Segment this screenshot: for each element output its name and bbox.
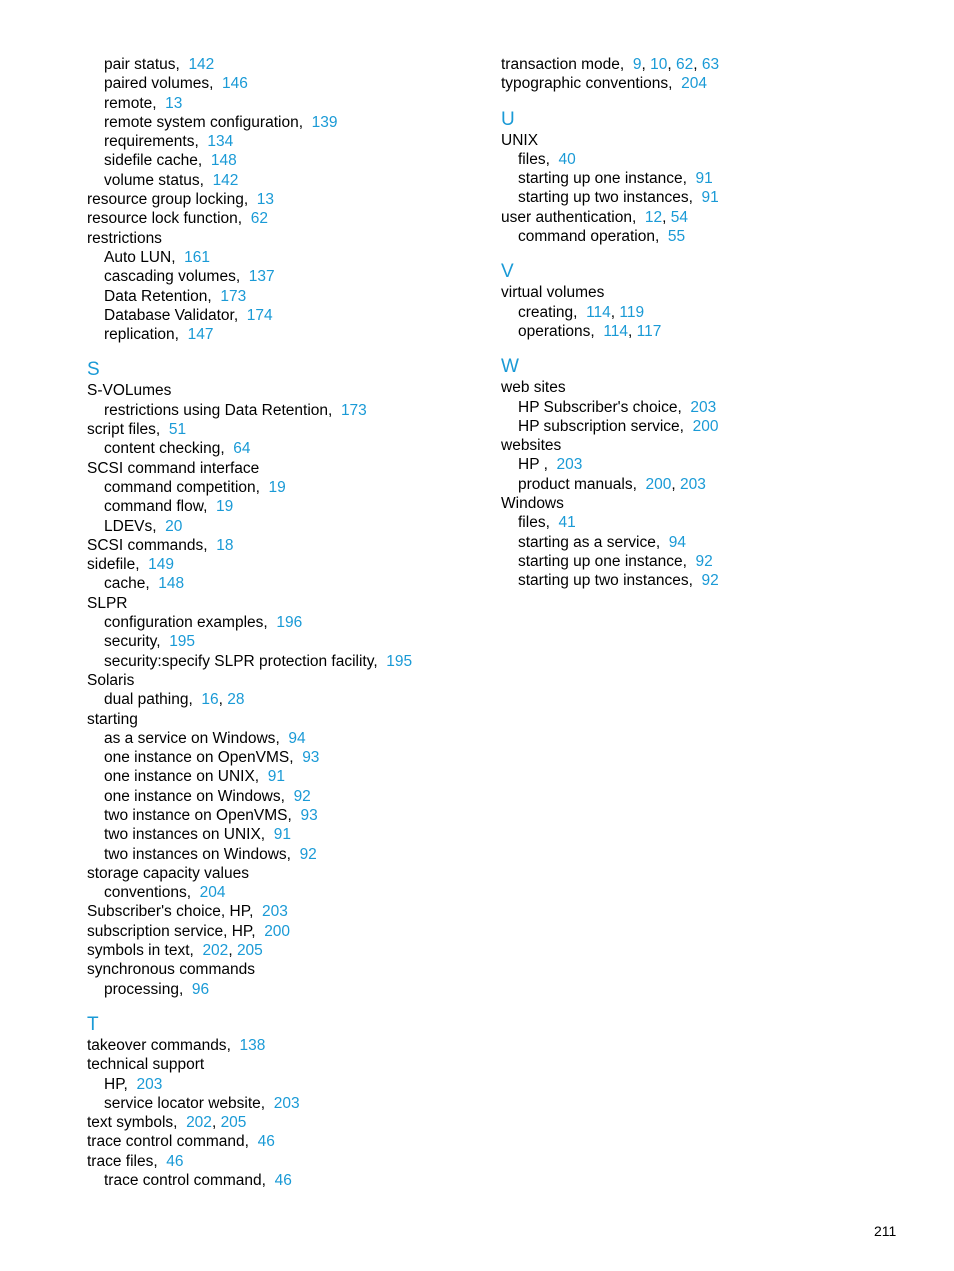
page-link[interactable]: 139: [311, 113, 338, 131]
page-link[interactable]: 148: [210, 152, 237, 170]
index-term: remote: [104, 94, 153, 112]
index-term: starting up two instances: [518, 189, 689, 207]
index-column-left: [87, 55, 477, 1190]
index-subentry: command flow, 19: [104, 498, 234, 516]
index-subentry: starting up one instance, 91: [518, 170, 713, 188]
page-link[interactable]: 203: [690, 398, 717, 416]
index-subentry: starting up two instances, 91: [518, 189, 719, 207]
index-subentry: dual pathing, 16, 28: [104, 691, 245, 709]
index-term: dual pathing: [104, 691, 189, 709]
index-subentry: HP Subscriber's choice, 203: [518, 398, 717, 416]
index-subentry: restrictions using Data Retention, 173: [104, 401, 367, 419]
page-link[interactable]: 93: [300, 806, 318, 824]
index-subentry: security, 195: [104, 633, 196, 651]
index-term: LDEVs: [104, 517, 153, 535]
index-term: restrictions using Data Retention: [104, 401, 329, 419]
index-term: HP: [518, 456, 544, 474]
index-term: UNIX: [501, 131, 539, 149]
index-term: Database Validator: [104, 306, 234, 324]
index-subentry: two instances on Windows, 92: [104, 845, 317, 863]
index-subentry: Database Validator, 174: [104, 306, 273, 324]
index-subentry: replication, 147: [104, 326, 214, 344]
page-link[interactable]: 13: [256, 191, 274, 209]
page-link[interactable]: 96: [191, 980, 210, 998]
index-entry: [501, 436, 921, 455]
index-term: text symbols: [87, 1114, 174, 1132]
page-link[interactable]: 13: [165, 94, 183, 112]
page-link[interactable]: 203: [273, 1094, 300, 1112]
index-term: HP: [104, 1075, 124, 1093]
index-term: starting: [87, 710, 138, 728]
index-entry: Subscriber's choice, HP, 203: [87, 903, 288, 921]
page-link[interactable]: 173: [220, 287, 247, 305]
page-link[interactable]: 204: [199, 884, 226, 902]
index-term: SCSI command interface: [87, 459, 260, 477]
page-link[interactable]: 202: [202, 942, 229, 960]
page-link[interactable]: 92: [293, 787, 311, 805]
index-term: requirements: [104, 133, 195, 151]
page-link[interactable]: 28: [227, 691, 245, 709]
index-term: typographic conventions: [501, 75, 669, 93]
index-subentry: creating, 114, 119: [518, 303, 645, 321]
index-term: two instances on UNIX: [104, 826, 261, 844]
page-link[interactable]: 20: [165, 517, 183, 535]
page-link[interactable]: 94: [288, 729, 306, 747]
index-term: S-VOLumes: [87, 382, 172, 400]
index-entry: typographic conventions, 204: [501, 75, 707, 93]
index-entry: subscription service, HP, 200: [87, 922, 291, 940]
page-link[interactable]: 203: [136, 1075, 163, 1093]
page-link[interactable]: 91: [267, 768, 285, 786]
index-term: trace control command: [104, 1172, 262, 1190]
page-link[interactable]: 91: [701, 189, 719, 207]
page-link[interactable]: 93: [302, 749, 320, 767]
index-term: paired volumes: [104, 75, 210, 93]
index-subentry: starting up one instance, 92: [518, 552, 713, 570]
index-term: symbols in text: [87, 942, 190, 960]
index-subentry: files, 40: [518, 150, 576, 168]
index-term: one instance on Windows: [104, 787, 281, 805]
index-term: sidefile cache: [104, 152, 198, 170]
index-subentry: starting up two instances, 92: [518, 572, 719, 590]
page-link[interactable]: 55: [667, 228, 686, 246]
index-term: Auto LUN: [104, 248, 172, 266]
page-link[interactable]: 202: [186, 1114, 212, 1132]
page-link[interactable]: 205: [220, 1114, 247, 1132]
index-subentry: Data Retention, 173: [104, 287, 247, 305]
index-term: storage capacity values: [87, 864, 249, 882]
index-subentry: one instance on Windows, 92: [104, 787, 311, 805]
page-link[interactable]: 46: [166, 1152, 184, 1170]
page-link[interactable]: 200: [692, 417, 719, 435]
index-subentry: remote, 13: [104, 94, 183, 112]
page-link[interactable]: 9: [632, 56, 642, 73]
index-subentry: content checking, 64: [104, 440, 251, 458]
index-entry: trace control command, 46: [87, 1133, 275, 1151]
page-link[interactable]: 204: [681, 75, 707, 93]
index-entry: [501, 131, 921, 150]
index-entry: text symbols, 202, 205: [87, 1114, 247, 1132]
index-term: Data Retention: [104, 287, 208, 305]
index-term: trace files: [87, 1152, 154, 1170]
index-entry: script files, 51: [87, 421, 187, 439]
index-term: starting up one instance: [518, 170, 683, 188]
index-subentry: service locator website, 203: [104, 1094, 300, 1112]
page-link[interactable]: 10: [650, 56, 668, 73]
page-link[interactable]: 62: [250, 210, 268, 228]
page-link[interactable]: 114: [586, 303, 611, 321]
index-letter-heading: T: [87, 1013, 99, 1035]
index-term: resource lock function: [87, 210, 238, 228]
index-term: command operation: [518, 228, 655, 246]
page-link[interactable]: 142: [212, 171, 239, 189]
index-entry: user authentication, 12, 54: [501, 208, 689, 226]
index-term: processing: [104, 980, 179, 998]
index-entry: takeover commands, 138: [87, 1036, 266, 1054]
index-entry: [87, 960, 477, 979]
page-link[interactable]: 46: [257, 1133, 275, 1151]
index-entry: trace files, 46: [87, 1152, 184, 1170]
index-subentry: operations, 114, 117: [518, 322, 662, 340]
page-link[interactable]: 173: [340, 401, 367, 419]
index-entry: transaction mode, 9, 10, 62, 63: [501, 56, 720, 73]
index-term: two instances on Windows: [104, 845, 287, 863]
page-link[interactable]: 147: [187, 326, 214, 344]
index-term: trace control command: [87, 1133, 245, 1151]
index-entry: [501, 378, 921, 397]
index-term: transaction mode: [501, 56, 620, 73]
page-link[interactable]: 114: [603, 322, 629, 340]
page-link[interactable]: 203: [556, 456, 583, 474]
index-letter-heading: U: [501, 108, 515, 130]
page-link[interactable]: 205: [236, 942, 263, 960]
page-link[interactable]: 196: [276, 614, 303, 632]
page-link[interactable]: 19: [216, 498, 234, 516]
page-link[interactable]: 46: [274, 1172, 292, 1190]
index-letter-heading: S: [87, 359, 100, 381]
page-link[interactable]: 195: [386, 652, 413, 670]
index-term: operations: [518, 322, 591, 340]
index-entry: [501, 494, 921, 513]
index-term: SLPR: [87, 594, 128, 612]
index-entry: symbols in text, 202, 205: [87, 942, 263, 960]
index-entry: [87, 594, 477, 613]
index-term: configuration examples: [104, 614, 264, 632]
index-term: content checking: [104, 440, 221, 458]
page-link[interactable]: 91: [273, 826, 291, 844]
index-term: synchronous commands: [87, 961, 255, 979]
index-subentry: security:specify SLPR protection facility, 195: [104, 652, 413, 670]
index-entry: [87, 864, 477, 883]
index-term: volume status: [104, 171, 200, 189]
index-subentry: two instance on OpenVMS, 93: [104, 806, 318, 824]
index-subentry: HP , 203: [518, 456, 583, 474]
index-term: command flow: [104, 498, 204, 516]
index-term: Windows: [501, 495, 564, 513]
index-letter-heading: V: [501, 261, 514, 283]
index-term: resource group locking: [87, 191, 244, 209]
index-entry: [87, 381, 477, 400]
page-link[interactable]: 137: [248, 268, 275, 286]
index-subentry: sidefile cache, 148: [104, 152, 237, 170]
page-link[interactable]: 92: [299, 845, 317, 863]
page-link[interactable]: 142: [188, 56, 215, 73]
index-term: conventions: [104, 884, 187, 902]
index-subentry: two instances on UNIX, 91: [104, 826, 291, 844]
index-subentry: cascading volumes, 137: [104, 268, 275, 286]
page-link[interactable]: 119: [619, 303, 645, 321]
index-subentry: configuration examples, 196: [104, 614, 303, 632]
index-term: one instance on UNIX: [104, 768, 255, 786]
page-link[interactable]: 148: [158, 575, 185, 593]
index-term: HP subscription service: [518, 417, 680, 435]
index-term: files: [518, 514, 546, 532]
index-term: user authentication: [501, 208, 632, 226]
index-subentry: conventions, 204: [104, 884, 226, 902]
index-term: remote system configuration: [104, 113, 299, 131]
page-link[interactable]: 134: [207, 133, 234, 151]
index-subentry: requirements, 134: [104, 133, 234, 151]
index-term: script files: [87, 421, 156, 439]
index-term: service locator website: [104, 1094, 261, 1112]
index-term: creating: [518, 303, 574, 321]
index-term: starting up two instances: [518, 572, 689, 590]
index-subentry: HP subscription service, 200: [518, 417, 719, 435]
index-subentry: files, 41: [518, 514, 576, 532]
index-subentry: processing, 96: [104, 980, 210, 998]
index-term: cascading volumes: [104, 268, 236, 286]
index-subentry: LDEVs, 20: [104, 517, 183, 535]
index-term: takeover commands: [87, 1036, 227, 1054]
page-link[interactable]: 92: [701, 572, 719, 590]
index-term: restrictions: [87, 229, 162, 247]
index-term: two instance on OpenVMS: [104, 806, 288, 824]
index-subentry: starting as a service, 94: [518, 533, 687, 551]
index-term: starting up one instance: [518, 552, 683, 570]
page-number: 211: [874, 1223, 897, 1239]
index-term: virtual volumes: [501, 284, 605, 302]
index-column-right: [501, 55, 921, 591]
page-link[interactable]: 117: [636, 322, 662, 340]
page-link[interactable]: 161: [184, 248, 210, 266]
index-subentry: pair status, 142: [104, 56, 215, 73]
index-term: security:specify SLPR protection facility: [104, 652, 374, 670]
page-link[interactable]: 146: [222, 75, 248, 93]
index-term: subscription service, HP: [87, 922, 252, 940]
index-term: Solaris: [87, 671, 135, 689]
page-link[interactable]: 16: [201, 691, 219, 709]
page-link[interactable]: 63: [701, 56, 720, 73]
page-link[interactable]: 174: [246, 306, 273, 324]
page-link[interactable]: 91: [695, 170, 713, 188]
index-term: SCSI commands: [87, 536, 204, 554]
index-subentry: Auto LUN, 161: [104, 248, 210, 266]
index-entry: [87, 710, 477, 729]
index-subentry: one instance on OpenVMS, 93: [104, 749, 320, 767]
index-term: sidefile: [87, 556, 136, 574]
index-subentry: cache, 148: [104, 575, 185, 593]
index-entry: SCSI commands, 18: [87, 536, 234, 554]
index-subentry: volume status, 142: [104, 171, 239, 189]
page-link[interactable]: 92: [695, 552, 713, 570]
page-link[interactable]: 203: [261, 903, 288, 921]
index-term: command competition: [104, 478, 256, 496]
index-term: files: [518, 150, 546, 168]
index-term: web sites: [501, 379, 566, 397]
index-term: cache: [104, 575, 146, 593]
page-link[interactable]: 62: [675, 56, 694, 73]
page-link[interactable]: 64: [233, 440, 251, 458]
index-subentry: command operation, 55: [518, 228, 686, 246]
index-term: HP Subscriber's choice: [518, 398, 678, 416]
index-entry: [87, 1055, 477, 1074]
index-subentry: one instance on UNIX, 91: [104, 768, 285, 786]
index-term: as a service on Windows: [104, 729, 276, 747]
page-link[interactable]: 203: [680, 475, 706, 493]
page-link[interactable]: 200: [645, 475, 672, 493]
page-link[interactable]: 41: [558, 514, 576, 532]
page-link[interactable]: 94: [668, 533, 687, 551]
index-subentry: trace control command, 46: [104, 1172, 292, 1190]
index-term: websites: [501, 437, 562, 455]
page-link[interactable]: 40: [558, 150, 576, 168]
index-term: replication: [104, 326, 175, 344]
page-link[interactable]: 19: [268, 478, 286, 496]
index-term: pair status: [104, 56, 176, 73]
index-subentry: remote system configuration, 139: [104, 113, 338, 131]
index-entry: resource group locking, 13: [87, 191, 274, 209]
page-link[interactable]: 195: [169, 633, 196, 651]
index-entry: [87, 671, 477, 690]
index-term: starting as a service: [518, 533, 656, 551]
index-term: product manuals: [518, 475, 633, 493]
page-link[interactable]: 200: [264, 922, 291, 940]
index-subentry: product manuals, 200, 203: [518, 475, 706, 493]
index-subentry: HP, 203: [104, 1075, 163, 1093]
index-entry: resource lock function, 62: [87, 210, 268, 228]
index-term: technical support: [87, 1056, 205, 1074]
index-term: Subscriber's choice, HP: [87, 903, 250, 921]
index-entry: [87, 459, 477, 478]
index-entry: [501, 283, 921, 302]
page-link[interactable]: 12: [644, 208, 663, 226]
page-link[interactable]: 149: [148, 556, 175, 574]
page-link[interactable]: 138: [239, 1036, 266, 1054]
page-link[interactable]: 54: [670, 208, 689, 226]
index-subentry: command competition, 19: [104, 478, 286, 496]
index-term: one instance on OpenVMS: [104, 749, 290, 767]
index-letter-heading: W: [501, 356, 519, 378]
index-subentry: paired volumes, 146: [104, 75, 248, 93]
page-link[interactable]: 18: [216, 536, 234, 554]
index-subentry: as a service on Windows, 94: [104, 729, 306, 747]
page-link[interactable]: 51: [168, 421, 187, 439]
index-entry: sidefile, 149: [87, 556, 175, 574]
index-term: security: [104, 633, 157, 651]
index-entry: [87, 229, 477, 248]
